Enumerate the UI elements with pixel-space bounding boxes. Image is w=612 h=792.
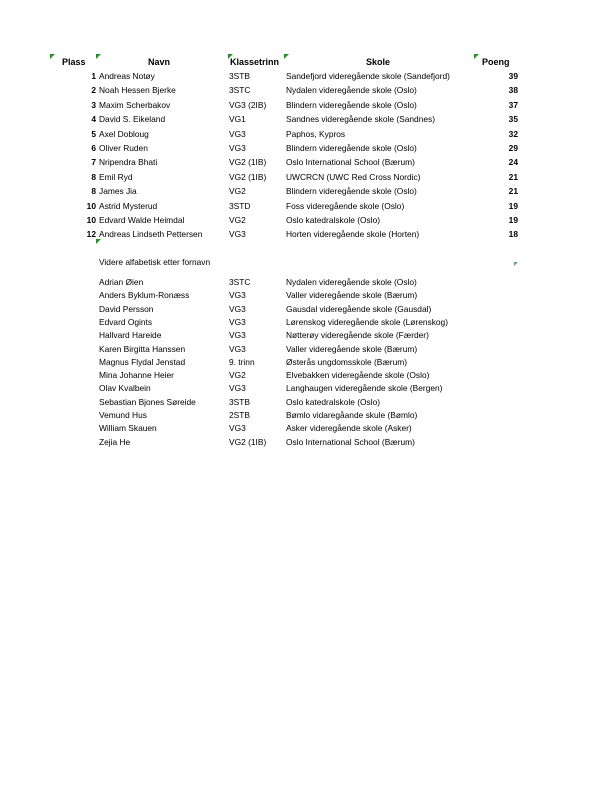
cell-skole: Nøtterøy videregående skole (Færder) (286, 330, 429, 341)
cell-navn: Emil Ryd (99, 171, 133, 182)
cell-skole: Bømlo vidaregåande skule (Bømlo) (286, 410, 418, 420)
cell-navn: Hallvard Hareide (99, 330, 162, 341)
table-row (0, 141, 612, 155)
cell-poeng: 19 (508, 200, 518, 211)
cell-klassetrinn: VG2 (1IB) (229, 157, 267, 168)
cell-navn: Vemund Hus (99, 410, 147, 420)
header-plass: Plass (62, 57, 86, 67)
cell-navn: Noah Hessen Bjerke (99, 85, 176, 96)
cell-klassetrinn: VG3 (229, 229, 246, 240)
cell-klassetrinn: VG3 (229, 316, 246, 327)
cell-plass: 5 (91, 128, 96, 139)
table-row (0, 435, 612, 449)
header-navn: Navn (148, 57, 171, 67)
table-row (0, 127, 612, 141)
table-row (0, 184, 612, 198)
cell-plass: 8 (91, 186, 96, 197)
cell-skole: Blindern videregående skole (Oslo) (286, 186, 417, 197)
cell-skole: Paphos, Kypros (286, 128, 346, 139)
table-row (0, 275, 612, 289)
comment-marker-icon[interactable] (514, 262, 518, 266)
cell-navn: William Skauen (99, 423, 157, 434)
table-row (0, 355, 612, 369)
cell-klassetrinn: VG2 (229, 186, 246, 197)
table-row (0, 98, 612, 112)
cell-klassetrinn: VG3 (229, 143, 246, 153)
cell-klassetrinn: VG2 (1IB) (229, 436, 267, 447)
cell-klassetrinn: VG2 (229, 215, 246, 225)
cell-klassetrinn: VG3 (229, 383, 246, 394)
cell-skole: UWCRCN (UWC Red Cross Nordic) (286, 171, 421, 182)
cell-navn: Maxim Scherbakov (99, 99, 171, 110)
cell-skole: Horten videregående skole (Horten) (286, 229, 420, 240)
comment-marker-icon[interactable] (96, 54, 101, 59)
table-row (0, 69, 612, 83)
cell-skole: Oslo International School (Bærum) (286, 436, 415, 447)
cell-klassetrinn: 2STB (229, 410, 250, 420)
table-row (0, 112, 612, 126)
header-skole: Skole (366, 57, 391, 67)
table-row (0, 155, 612, 169)
cell-navn: Magnus Flydal Jenstad (99, 356, 186, 367)
cell-skole: Nydalen videregående skole (Oslo) (286, 85, 417, 96)
cell-navn: David Persson (99, 303, 154, 314)
cell-navn: Edvard Ogints (99, 316, 153, 327)
table-row (0, 342, 612, 356)
table-row (0, 368, 612, 382)
cell-klassetrinn: 9. trinn (229, 356, 255, 367)
cell-navn: Oliver Ruden (99, 143, 148, 153)
cell-navn: Nripendra Bhati (99, 157, 158, 168)
table-row (0, 381, 612, 395)
cell-poeng: 37 (508, 99, 518, 110)
cell-skole: Langhaugen videregående skole (Bergen) (286, 383, 443, 394)
cell-klassetrinn: VG3 (229, 343, 246, 354)
cell-navn: David S. Eikeland (99, 114, 166, 125)
cell-navn: Adrian Øien (99, 277, 144, 287)
cell-navn: James Jia (99, 186, 137, 197)
table-row (0, 302, 612, 316)
table-row (0, 199, 612, 213)
cell-plass: 6 (91, 143, 96, 153)
cell-skole: Blindern videregående skole (Oslo) (286, 99, 417, 110)
cell-skole: Foss videregående skole (Oslo) (286, 200, 405, 211)
cell-poeng: 21 (508, 171, 518, 182)
cell-navn: Edvard Walde Heimdal (99, 215, 185, 225)
table-row (0, 315, 612, 329)
cell-plass: 7 (91, 157, 96, 168)
cell-navn: Andreas Lindseth Pettersen (99, 229, 203, 240)
cell-poeng: 35 (508, 114, 518, 125)
cell-klassetrinn: VG2 (229, 370, 246, 381)
cell-plass: 10 (86, 200, 96, 211)
table-row (0, 170, 612, 184)
alphabetical-note: Videre alfabetisk etter fornavn (99, 257, 211, 267)
cell-skole: Elvebakken videregående skole (Oslo) (286, 370, 430, 381)
cell-klassetrinn: VG3 (229, 423, 246, 434)
cell-klassetrinn: VG3 (229, 290, 246, 301)
table-row (0, 328, 612, 342)
cell-poeng: 29 (508, 143, 518, 153)
table-row (0, 288, 612, 302)
table-row (0, 395, 612, 409)
table-row (0, 227, 612, 241)
cell-skole: Nydalen videregående skole (Oslo) (286, 277, 417, 287)
cell-navn: Anders Byklum-Ronæss (99, 290, 190, 301)
cell-plass: 2 (91, 85, 96, 96)
cell-klassetrinn: 3STC (229, 277, 251, 287)
cell-skole: Gausdal videregående skole (Gausdal) (286, 303, 432, 314)
comment-marker-icon[interactable] (284, 54, 289, 59)
cell-skole: Oslo International School (Bærum) (286, 157, 415, 168)
comment-marker-icon[interactable] (474, 54, 479, 59)
cell-navn: Karen Birgitta Hanssen (99, 343, 186, 354)
cell-skole: Oslo katedralskole (Oslo) (286, 215, 381, 225)
cell-plass: 4 (91, 114, 96, 125)
cell-plass: 12 (86, 229, 96, 240)
cell-plass: 1 (91, 71, 96, 81)
cell-klassetrinn: VG3 (229, 128, 246, 139)
cell-skole: Valler videregående skole (Bærum) (286, 290, 418, 301)
cell-skole: Sandnes videregående skole (Sandnes) (286, 114, 435, 125)
cell-navn: Mina Johanne Heier (99, 370, 174, 381)
cell-poeng: 19 (508, 215, 518, 225)
cell-klassetrinn: VG2 (1IB) (229, 171, 267, 182)
cell-klassetrinn: 3STD (229, 200, 251, 211)
cell-skole: Asker videregående skole (Asker) (286, 423, 412, 434)
cell-poeng: 24 (508, 157, 518, 168)
cell-skole: Blindern videregående skole (Oslo) (286, 143, 417, 153)
cell-klassetrinn: 3STB (229, 396, 250, 407)
cell-klassetrinn: 3STB (229, 71, 250, 81)
cell-poeng: 39 (508, 71, 518, 81)
header-poeng: Poeng (482, 57, 510, 67)
cell-skole: Østerås ungdomsskole (Bærum) (286, 356, 408, 367)
cell-klassetrinn: VG3 (229, 330, 246, 341)
cell-poeng: 38 (508, 85, 518, 96)
cell-plass: 10 (86, 215, 96, 225)
table-row (0, 421, 612, 435)
cell-navn: Axel Dobloug (99, 128, 149, 139)
cell-klassetrinn: 3STC (229, 85, 251, 96)
cell-skole: Valler videregående skole (Bærum) (286, 343, 418, 354)
cell-klassetrinn: VG3 (2IB) (229, 99, 267, 110)
cell-skole: Oslo katedralskole (Oslo) (286, 396, 381, 407)
cell-plass: 8 (91, 171, 96, 182)
cell-poeng: 32 (508, 128, 518, 139)
header-klassetrinn: Klassetrinn (230, 57, 280, 67)
table-row (0, 213, 612, 227)
cell-skole: Sandefjord videregående skole (Sandefjord) (286, 71, 450, 81)
cell-klassetrinn: VG3 (229, 303, 246, 314)
cell-navn: Astrid Mysterud (99, 200, 158, 211)
cell-navn: Olav Kvalbein (99, 383, 151, 394)
cell-poeng: 18 (508, 229, 518, 240)
comment-marker-icon[interactable] (50, 54, 55, 59)
cell-navn: Zejia He (99, 436, 131, 447)
cell-navn: Andreas Notøy (99, 71, 155, 81)
cell-klassetrinn: VG1 (229, 114, 246, 125)
cell-skole: Lørenskog videregående skole (Lørenskog) (286, 316, 449, 327)
cell-plass: 3 (91, 99, 96, 110)
cell-navn: Sebastian Bjones Søreide (99, 396, 196, 407)
table-row (0, 408, 612, 422)
table-row (0, 83, 612, 97)
cell-poeng: 21 (508, 186, 518, 197)
